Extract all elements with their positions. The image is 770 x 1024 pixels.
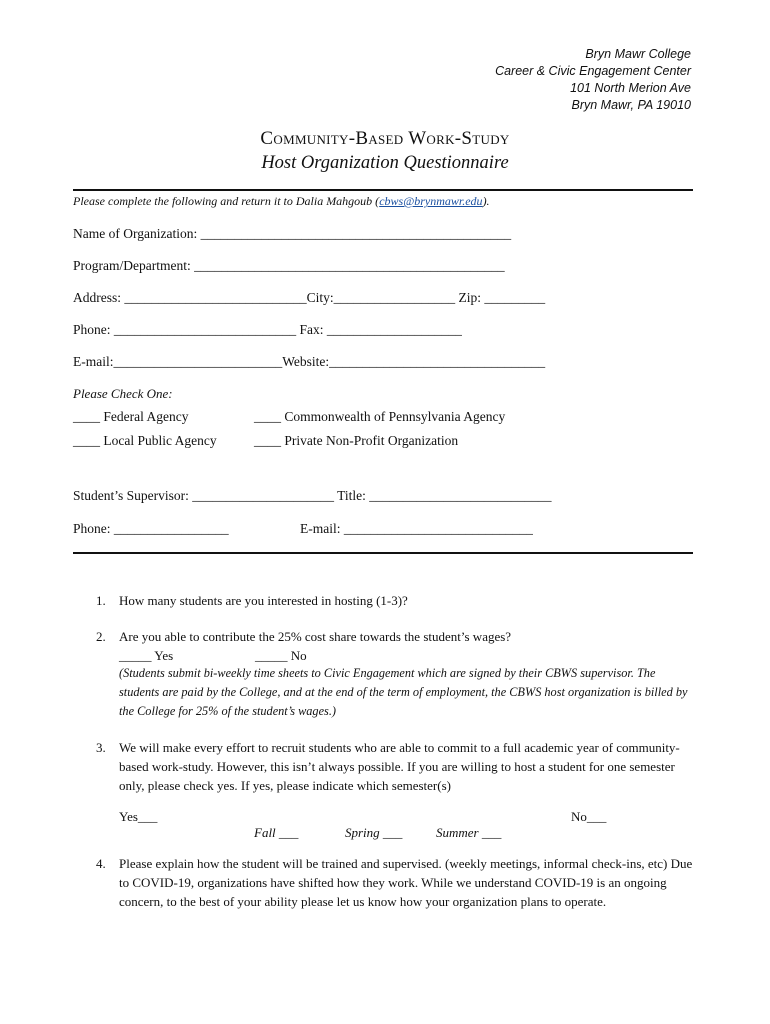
supervisor-title-field[interactable]: Student’s Supervisor: _____________________ Title: ___________________________ <box>73 488 552 503</box>
option-private-nonprofit[interactable]: ____ Private Non-Profit Organization <box>254 433 459 448</box>
question-3-summer[interactable]: Summer ___ <box>436 825 502 840</box>
phone-fax-field[interactable]: Phone: ___________________________ Fax: ____________________ <box>73 322 462 337</box>
question-4-number: 4. <box>96 856 106 871</box>
section-rule <box>73 552 693 554</box>
question-3-number: 3. <box>96 740 106 755</box>
question-1-text: How many students are you interested in hosting (1-3)? <box>119 593 408 608</box>
address-line-3: 101 North Merion Ave <box>570 81 691 95</box>
contact-email-link[interactable]: cbws@brynmawr.edu <box>379 194 483 208</box>
question-2-note: (Students submit bi-weekly time sheets to Civic Engagement which are signed by their CBWS supervisor. The students are paid by the College, and at the end of the term of employment, the CBWS host organization is billed by the College for 25% of the student’s wages.) <box>119 666 688 718</box>
address-line-4: Bryn Mawr, PA 19010 <box>571 98 691 112</box>
question-1-number: 1. <box>96 593 106 608</box>
instructions-prefix: Please complete the following and return it to Dalia Mahgoub ( <box>73 194 380 208</box>
address-city-zip-field[interactable]: Address: ___________________________City:__________________ Zip: _________ <box>73 290 546 305</box>
instructions <box>73 194 490 209</box>
option-local-public-agency[interactable]: ____ Local Public Agency <box>73 433 217 448</box>
option-commonwealth-agency[interactable]: ____ Commonwealth of Pennsylvania Agency <box>254 409 506 424</box>
address-line-1: Bryn Mawr College <box>585 47 691 61</box>
question-3-fall[interactable]: Fall ___ <box>254 825 299 840</box>
form-subtitle: Host Organization Questionnaire <box>261 153 509 173</box>
instructions-suffix: ). <box>482 194 490 208</box>
form-title: Community-Based Work-Study <box>260 128 510 149</box>
header-rule <box>73 189 693 191</box>
supervisor-email-field[interactable]: E-mail: ____________________________ <box>300 521 533 536</box>
program-department-field[interactable]: Program/Department: ______________________________________________ <box>73 258 505 273</box>
question-3-text: We will make every effort to recruit students who are able to commit to a full academic year of community-based work-study. However, this isn’t always possible. If you are willing to host a student for one semester only, please check yes. If yes, please indicate which semester(s) <box>119 740 680 793</box>
college-address <box>495 46 691 114</box>
question-2-no[interactable]: _____ No <box>255 648 307 663</box>
question-2-text: Are you able to contribute the 25% cost share towards the student’s wages? <box>119 629 512 644</box>
question-3-yes[interactable]: Yes___ <box>119 809 158 824</box>
check-one-label: Please Check One: <box>73 386 173 401</box>
supervisor-phone-field[interactable]: Phone: _________________ <box>73 521 229 536</box>
question-2-number: 2. <box>96 629 106 644</box>
question-4-text: Please explain how the student will be trained and supervised. (weekly meetings, informal check-ins, etc) Due to COVID-19, organizations have shifted how they work. While we understand COVID-19 is an ongoing concern, to the best of your ability please let us know how your organization plans to operate. <box>119 856 693 909</box>
question-3-no[interactable]: No___ <box>571 809 607 824</box>
organization-name-field[interactable]: Name of Organization: ______________________________________________ <box>73 226 512 241</box>
email-website-field[interactable]: E-mail:_________________________Website:________________________________ <box>73 354 546 369</box>
address-line-2: Career & Civic Engagement Center <box>495 64 691 78</box>
question-2-yes[interactable]: _____ Yes <box>119 648 174 663</box>
option-federal-agency[interactable]: ____ Federal Agency <box>73 409 189 424</box>
question-3-spring[interactable]: Spring ___ <box>345 825 403 840</box>
